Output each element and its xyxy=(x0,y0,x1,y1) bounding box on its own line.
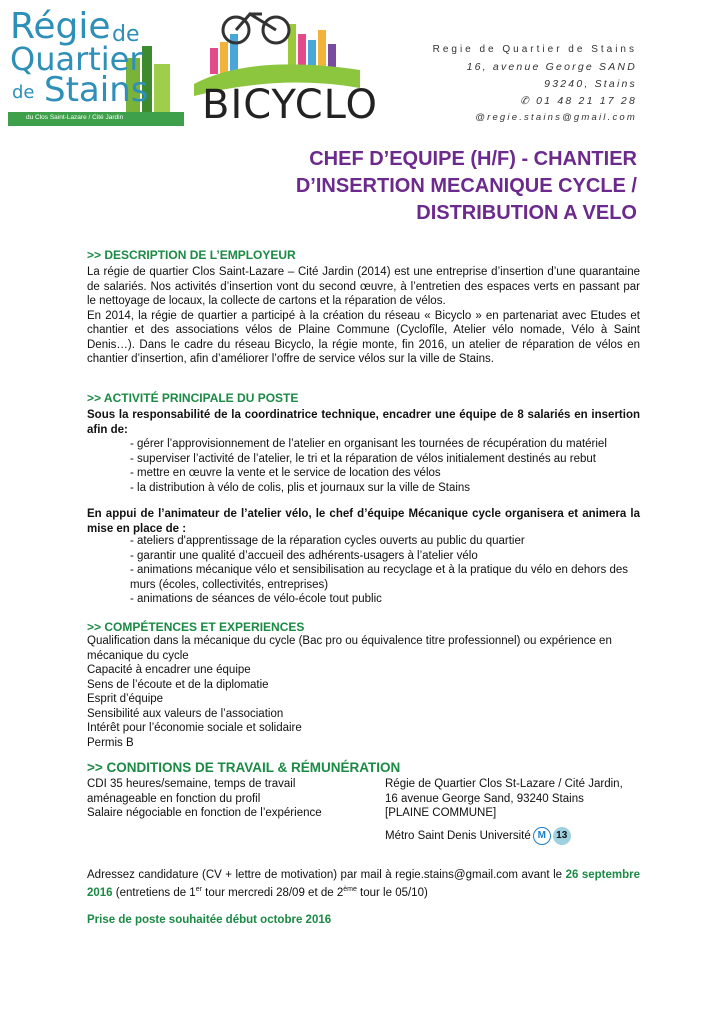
address-line: [PLAINE COMMUNE] xyxy=(385,807,497,819)
bicyclo-logo xyxy=(190,4,378,134)
section-heading-conditions: >> CONDITIONS DE TRAVAIL & RÉMUNÉRATION xyxy=(87,760,401,775)
apply-text-1: Adressez candidature (CV + lettre de motivation) par mail à regie.stains@gmail.com avant le xyxy=(87,869,566,881)
list-item: - ateliers d'apprentissage de la réparation cycles ouverts au public du quartier xyxy=(130,535,525,547)
activity-intro-1: Sous la responsabilité de la coordinatrice technique, encadrer une équipe de 8 salariés en insertion afin de: xyxy=(87,409,640,436)
metro-line xyxy=(385,827,655,845)
regie-logo xyxy=(8,6,188,128)
activity-intro-2: En appui de l’animateur de l’atelier vélo, le chef d’équipe Mécanique cycle organisera et animera la mise en place de : xyxy=(87,508,640,535)
list-item: - gérer l’approvisionnement de l’atelier en organisant les tournées de récupération du matériel xyxy=(130,438,607,450)
page-title xyxy=(217,146,637,227)
section-heading-employer: >> DESCRIPTION DE L’EMPLOYEUR xyxy=(87,248,296,262)
skill-item: Intérêt pour l’économie sociale et solidaire xyxy=(87,722,302,734)
activity-list-1 xyxy=(130,437,650,495)
start-date-note: Prise de poste souhaitée début octobre 2016 xyxy=(87,914,332,926)
section-heading-skills: >> COMPÉTENCES ET EXPERIENCES xyxy=(87,620,305,634)
skill-item: Sens de l’écoute et de la diplomatie xyxy=(87,678,269,691)
title-line-1: CHEF D’EQUIPE (H/F) - CHANTIER xyxy=(309,148,637,170)
contact-city: 93240, Stains xyxy=(544,78,637,90)
section-employer-body xyxy=(87,265,640,367)
list-item: - superviser l’activité de l’atelier, le tri et la réparation de vélos initialement destinés au rebut xyxy=(130,452,596,465)
apply-deadline: 26 septembre 2016 xyxy=(87,869,641,899)
bicyclo-wordmark: BICYCLO xyxy=(202,82,378,128)
logo-word-stains: Stains xyxy=(44,70,149,110)
metro-station: Métro Saint Denis Université xyxy=(385,829,531,842)
logo-word-quartier: Quartier xyxy=(10,40,143,78)
conditions-right xyxy=(385,777,655,845)
employer-paragraph: En 2014, la régie de quartier a participé à la création du réseau « Bicyclo » en partenariat avec Etudes et chantier et des associations vélos de Plaine Commune (Cyclofîle, Atelier vélo nomade, Vélo à Saint Denis…). Dans le cadre du réseau Bicyclo, la régie monte, fin 2016, un atelier de réparation de vélos en chantier d’insertion, afin d’améliorer l’offre de service vélos sur la ville de Stains. xyxy=(87,309,640,365)
logo-word-regie: Régie xyxy=(10,6,111,47)
apply-text-3: tour mercredi 28/09 et de 2 xyxy=(201,886,344,899)
condition-line: Salaire négociable en fonction de l’expérience xyxy=(87,807,322,819)
apply-text-2: (entretiens de 1 xyxy=(112,886,196,899)
logo-word-de: de xyxy=(112,22,140,47)
title-line-2: D’INSERTION MECANIQUE CYCLE / xyxy=(295,175,637,197)
skills-list xyxy=(87,634,640,750)
list-item: - mettre en œuvre la vente et le service de location des vélos xyxy=(130,467,441,479)
contact-phone: ✆ 01 48 21 17 28 xyxy=(520,95,637,107)
address-line: Régie de Quartier Clos St-Lazare / Cité Jardin, xyxy=(385,778,623,790)
list-item: - animations de séances de vélo-école tout public xyxy=(130,593,382,605)
application-text xyxy=(87,868,640,900)
apply-text-4: tour le 05/10) xyxy=(356,886,428,899)
list-item: - la distribution à vélo de colis, plis et journaux sur la ville de Stains xyxy=(130,481,471,494)
list-item: - animations mécanique vélo et sensibilisation au recyclage et à la pratique du vélo en dehors des murs (écoles, collectivités, entreprises) xyxy=(130,564,628,591)
condition-line: aménageable en fonction du profil xyxy=(87,792,261,805)
skill-item: Esprit d’équipe xyxy=(87,693,164,705)
address-line: 16 avenue George Sand, 93240 Stains xyxy=(385,792,584,805)
line-13-icon: 13 xyxy=(553,827,571,845)
skill-item: Qualification dans la mécanique du cycle (Bac pro ou équivalence titre professionnel) ou expérience en mécanique du cycle xyxy=(87,635,612,662)
list-item: - garantir une qualité d’accueil des adhérents-usagers à l’atelier vélo xyxy=(130,549,478,562)
conditions-left xyxy=(87,777,367,821)
skill-item: Sensibilité aux valeurs de l’association xyxy=(87,707,284,720)
contact-org: Regie de Quartier de Stains xyxy=(432,44,637,55)
logo-tagline: du Clos Saint-Lazare / Cité Jardin xyxy=(26,114,124,121)
contact-address: 16, avenue George SAND xyxy=(466,61,637,73)
apply-sup-1: er xyxy=(195,885,202,893)
metro-icon: M xyxy=(533,827,551,845)
contact-email[interactable]: @regie.stains@gmail.com xyxy=(475,112,637,123)
logo-word-de2: de xyxy=(12,82,35,103)
section-heading-activity: >> ACTIVITÉ PRINCIPALE DU POSTE xyxy=(87,391,299,405)
title-line-3: DISTRIBUTION A VELO xyxy=(416,202,637,224)
condition-line: CDI 35 heures/semaine, temps de travail xyxy=(87,778,296,790)
skill-item: Capacité à encadrer une équipe xyxy=(87,664,251,676)
employer-paragraph: La régie de quartier Clos Saint-Lazare – Cité Jardin (2014) est une entreprise d’insertion d’une quarantaine de salariés. Nos activités d’insertion vont du second œuvre, à l’entretien des espaces verts en passant par le nettoyage de locaux, la collecte de cartons et la réparation de vélos. xyxy=(87,266,640,307)
activity-list-2 xyxy=(130,534,650,607)
apply-sup-2: ème xyxy=(343,885,357,893)
skill-item: Permis B xyxy=(87,736,134,749)
